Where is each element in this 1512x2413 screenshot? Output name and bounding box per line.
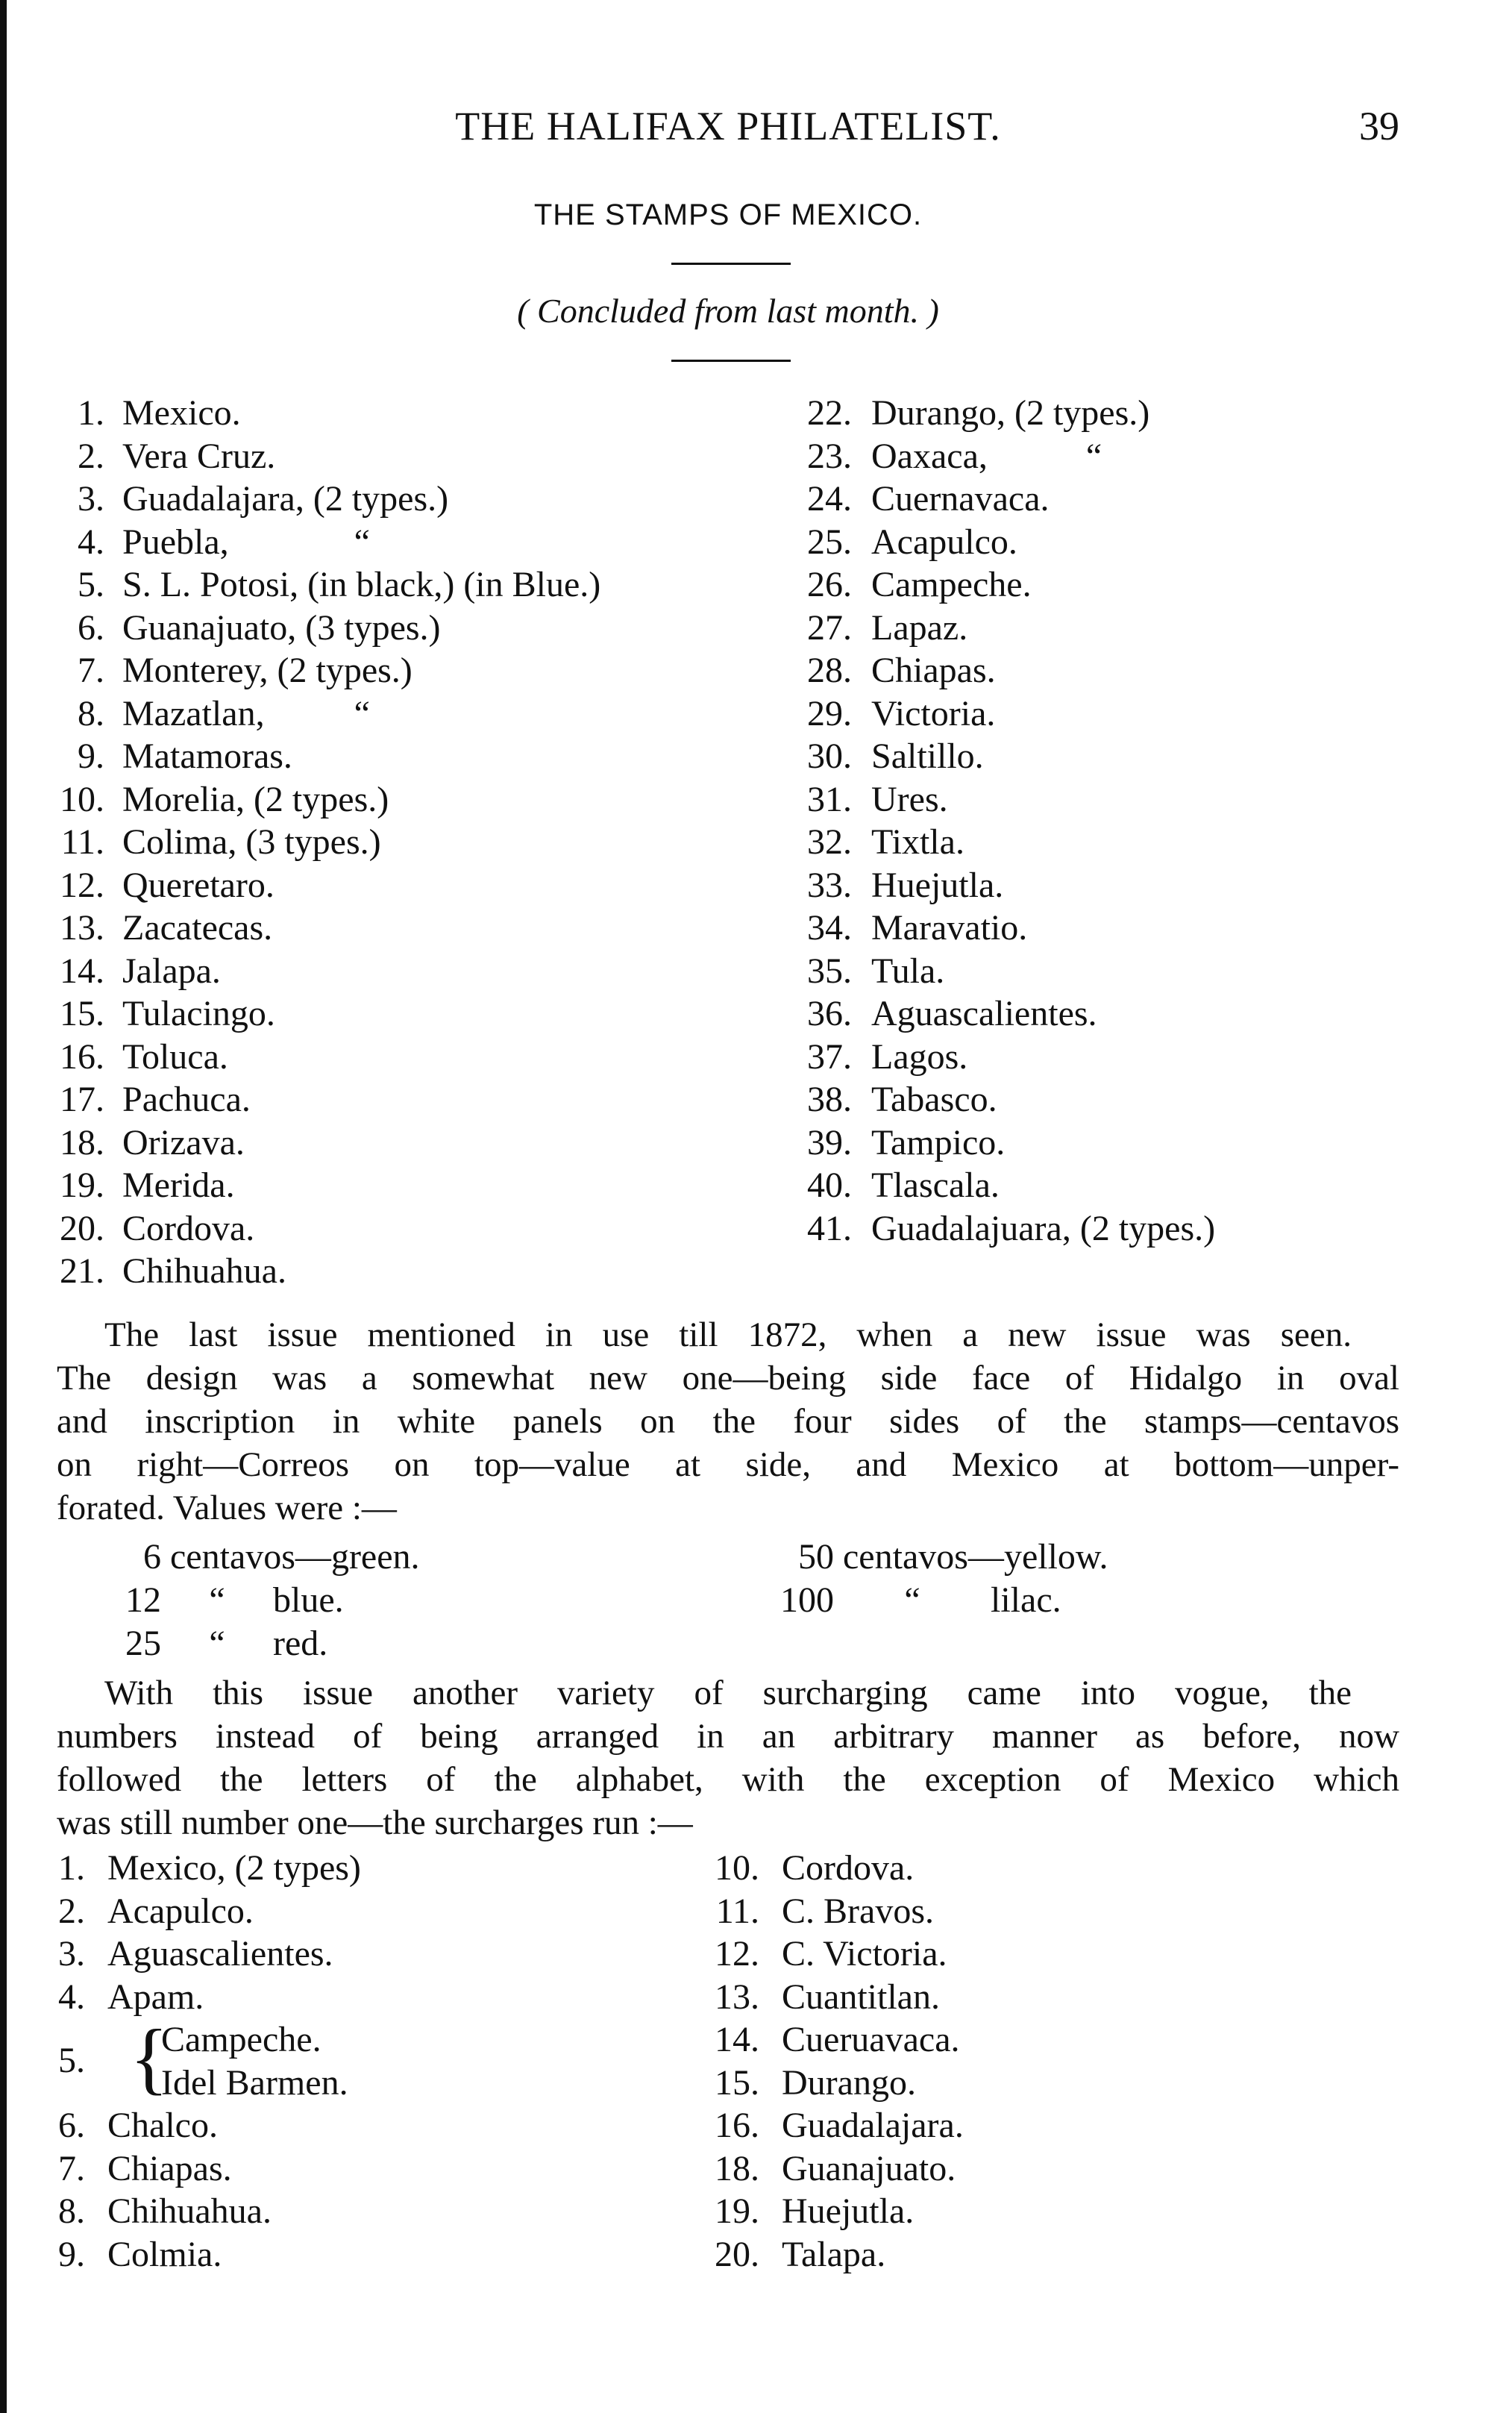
list-item (57, 778, 600, 821)
list-item-number: 20. (715, 2234, 759, 2274)
list-item (57, 649, 600, 692)
list-item-number: 3. (58, 1934, 85, 1974)
list-item-name: Cordova. (782, 1848, 915, 1888)
list-item-name: Aguascalientes. (871, 994, 1097, 1033)
list-item-name: Guadalajara. (782, 2106, 964, 2145)
list-item (57, 992, 600, 1036)
list-item-name: Colima, (3 types.) (122, 822, 381, 862)
list-item (712, 2018, 964, 2062)
value-unit: centavos— (170, 1537, 331, 1577)
brace-glyph: { (130, 2014, 169, 2103)
document-page (57, 0, 1399, 2413)
list-item (57, 1121, 600, 1165)
paragraph-line: The design was a somewhat new one—being side face of Hidalgo in oval (57, 1359, 1399, 1398)
list-item (804, 864, 1215, 907)
list-item (804, 992, 1215, 1036)
list-item-number: 28. (807, 651, 852, 690)
list-item-number: 2. (58, 1891, 85, 1931)
value-amount: 100 (780, 1580, 834, 1620)
list-item-name: Tixtla. (871, 822, 964, 862)
list-item (57, 563, 600, 607)
list-item-name: Huejutla. (782, 2191, 915, 2231)
value-color: blue. (273, 1580, 344, 1620)
list-item-number: 25. (807, 522, 852, 562)
list-item (57, 2190, 361, 2233)
list-item (804, 607, 1215, 650)
list-item-name: Huejutla. (871, 865, 1004, 905)
list-item-name: Tlascala. (871, 1165, 1000, 1205)
list-item-number: 8. (78, 693, 104, 733)
list-item-number: 27. (807, 607, 852, 648)
list-item-number: 40. (807, 1165, 852, 1205)
list-item-number: 24. (807, 479, 852, 519)
list-item-name: Durango, (2 types.) (871, 393, 1150, 433)
list-item-number: 16. (60, 1036, 104, 1077)
subtitle-rule (671, 360, 791, 362)
list-item-name: C. Victoria. (782, 1934, 947, 1974)
list-item-name: Apam. (107, 1977, 204, 2017)
list-item (712, 2104, 964, 2147)
list-item-number: 15. (715, 2062, 759, 2103)
list-item-number: 7. (58, 2148, 85, 2188)
list-item-number: 29. (807, 693, 852, 733)
list-item (57, 1207, 600, 1251)
list-item-name: Guanajuato. (782, 2148, 956, 2188)
value-unit: “ (904, 1580, 920, 1620)
list-item-number: 38. (807, 1080, 852, 1119)
paragraph-line: The last issue mentioned in use till 1872, when a new issue was seen. (104, 1315, 1352, 1354)
value-amount: 12 (125, 1580, 161, 1620)
list-item (57, 2104, 361, 2147)
list-item-name: Tabasco. (871, 1080, 997, 1119)
list-item-name: Mexico. (122, 393, 241, 433)
list-item-number: 32. (807, 822, 852, 862)
list-item (57, 692, 600, 736)
stamp-list-left (57, 392, 600, 1293)
paragraph-line: on right—Correos on top—value at side, and Mexico at bottom—unper- (57, 1445, 1399, 1484)
list-item (57, 607, 600, 650)
article-subtitle: ( Concluded from last month. ) (517, 292, 939, 330)
list-item-number: 9. (78, 736, 104, 776)
list-item-name: Queretaro. (122, 865, 275, 905)
list-item-name: Mazatlan, “ (122, 693, 370, 733)
list-item-name: Puebla, “ (122, 522, 370, 562)
list-item-number: 8. (58, 2191, 85, 2231)
list-item-number: 9. (58, 2234, 85, 2274)
list-item-name: Chalco. (107, 2106, 218, 2145)
list-item-number: 23. (807, 436, 852, 476)
list-item (804, 392, 1215, 435)
paragraph-line: and inscription in white panels on the four sides of the stamps—centavos (57, 1402, 1399, 1441)
title-rule (671, 263, 791, 265)
list-item-name: Cuantitlan. (782, 1977, 940, 2017)
list-item-number: 20. (60, 1208, 104, 1248)
list-item-number: 33. (807, 865, 852, 905)
value-color: lilac. (991, 1580, 1061, 1620)
list-item-name: Durango. (782, 2062, 916, 2103)
list-item-name: Mexico, (2 types) (107, 1848, 361, 1888)
list-item-number: 35. (807, 951, 852, 991)
value-row (789, 1536, 1108, 1579)
list-item (712, 2062, 964, 2105)
list-item-number: 2. (78, 436, 104, 476)
list-item-number: 41. (807, 1208, 852, 1248)
list-item-number: 4. (78, 522, 104, 562)
surcharge-paragraph (57, 1671, 1399, 1844)
list-item (804, 950, 1215, 993)
paragraph-line: followed the letters of the alphabet, with the exception of Mexico which (57, 1760, 1399, 1799)
list-item-name: Guanajuato, (3 types.) (122, 607, 441, 648)
list-item-name: Lapaz. (871, 607, 968, 648)
list-item-name: Cueruavaca. (782, 2020, 960, 2059)
list-item-name: Orizava. (122, 1122, 245, 1162)
list-item (804, 1164, 1215, 1207)
page-header (57, 103, 1399, 155)
list-item-name: Ures. (871, 779, 948, 819)
list-item-name: Jalapa. (122, 951, 221, 991)
list-item (57, 950, 600, 993)
brace-line: Campeche. (161, 2020, 321, 2059)
list-item-number: 22. (807, 393, 852, 433)
list-item-number: 5. (58, 2041, 85, 2080)
list-item-name: Tula. (871, 951, 945, 991)
list-item (57, 864, 600, 907)
list-item-name: Zacatecas. (122, 908, 273, 948)
list-item-name: Chiapas. (871, 651, 996, 690)
list-item-number: 39. (807, 1122, 852, 1162)
list-item (712, 2233, 964, 2276)
list-item (804, 1121, 1215, 1165)
list-item-name: Victoria. (871, 693, 996, 733)
list-item (57, 392, 600, 435)
list-item (57, 735, 600, 778)
list-item-name: Chihuahua. (122, 1251, 286, 1291)
list-item (804, 478, 1215, 521)
list-item (712, 1976, 964, 2019)
list-item-name: Aguascalientes. (107, 1934, 333, 1974)
list-item-name: S. L. Potosi, (in black,) (in Blue.) (122, 565, 601, 604)
list-item (804, 778, 1215, 821)
list-item-name: Talapa. (782, 2234, 886, 2274)
surcharge-list-right (712, 1847, 964, 2276)
list-item-name: Vera Cruz. (122, 436, 276, 476)
value-amount: 6 (143, 1537, 161, 1577)
list-item-name: Guadalajuara, (2 types.) (871, 1208, 1216, 1248)
list-item-number: 16. (715, 2106, 759, 2145)
value-unit: “ (209, 1624, 225, 1663)
list-item (57, 2147, 361, 2191)
list-item-number: 37. (807, 1036, 852, 1077)
list-item-number: 18. (60, 1122, 104, 1162)
list-item-number: 6. (78, 607, 104, 648)
value-row (124, 1622, 327, 1665)
value-color: yellow. (1003, 1537, 1108, 1577)
list-item-number: 12. (715, 1934, 759, 1974)
surcharge-list-left (57, 1847, 361, 2276)
list-item-number: 1. (58, 1848, 85, 1888)
list-item-name: Oaxaca, “ (871, 436, 1102, 476)
list-item (804, 821, 1215, 864)
list-item-number: 34. (807, 908, 852, 948)
list-item (57, 821, 600, 864)
list-item-name: C. Bravos. (782, 1891, 934, 1931)
value-amount: 50 (798, 1537, 834, 1577)
list-item (57, 1890, 361, 1933)
list-item (57, 478, 600, 521)
list-item-number: 21. (60, 1251, 104, 1291)
list-item-number: 11. (60, 822, 104, 862)
list-item (712, 2147, 964, 2191)
list-item (712, 1847, 964, 1890)
list-item-name: Maravatio. (871, 908, 1028, 948)
brace-group (161, 2018, 348, 2104)
list-item (57, 1976, 361, 2019)
list-item-name: Chihuahua. (107, 2191, 272, 2231)
paragraph-line: forated. Values were :— (57, 1489, 397, 1527)
issue-paragraph (57, 1313, 1399, 1530)
list-item-number: 14. (60, 951, 104, 991)
list-item (57, 1847, 361, 1890)
list-item (57, 1250, 600, 1293)
list-item-number: 15. (60, 994, 104, 1033)
list-item (57, 2233, 361, 2276)
list-item-number: 26. (807, 565, 852, 604)
list-item-number: 12. (60, 865, 104, 905)
list-item-number: 7. (78, 651, 104, 690)
list-item (57, 1036, 600, 1079)
list-item-name: Campeche. (871, 565, 1032, 604)
value-row (773, 1579, 1061, 1622)
list-item (712, 1932, 964, 1976)
list-item (804, 435, 1215, 478)
list-item (712, 1890, 964, 1933)
list-item-name: Tulacingo. (122, 994, 275, 1033)
running-head: THE HALIFAX PHILATELIST. (455, 104, 1001, 148)
list-item-number: 3. (78, 479, 104, 519)
stamp-list-right (804, 392, 1215, 1250)
list-item-number: 19. (715, 2191, 759, 2231)
list-item-number: 30. (807, 736, 852, 776)
list-item (57, 435, 600, 478)
list-item (804, 907, 1215, 950)
list-item-name: Matamoras. (122, 736, 292, 776)
list-item-number: 5. (78, 565, 104, 604)
list-item-name: Chiapas. (107, 2148, 232, 2188)
value-unit: centavos— (843, 1537, 1004, 1577)
list-item (57, 1078, 600, 1121)
list-item (57, 1932, 361, 1976)
list-item-number: 14. (715, 2020, 759, 2059)
list-item (57, 1164, 600, 1207)
list-item-name: Morelia, (2 types.) (122, 779, 389, 819)
list-item-name: Merida. (122, 1165, 235, 1205)
article-title: THE STAMPS OF MEXICO. (533, 198, 923, 231)
list-item-number: 13. (715, 1977, 759, 2017)
list-item-number: 19. (60, 1165, 104, 1205)
list-item-number: 6. (58, 2106, 85, 2145)
list-item-number: 1. (78, 393, 104, 433)
list-item-name: Pachuca. (122, 1080, 251, 1119)
list-item-number: 31. (807, 779, 852, 819)
paragraph-line: numbers instead of being arranged in an arbitrary manner as before, now (57, 1717, 1399, 1756)
list-item (57, 907, 600, 950)
list-item-name: Acapulco. (871, 522, 1017, 562)
value-row (124, 1579, 344, 1622)
list-item-number: 17. (60, 1080, 104, 1119)
list-item-number: 10. (60, 779, 104, 819)
list-item-name: Guadalajara, (2 types.) (122, 479, 449, 519)
list-item-number: 11. (715, 1891, 759, 1931)
brace-line: Idel Barmen. (161, 2062, 348, 2103)
value-color: green. (330, 1537, 420, 1577)
list-item (804, 1036, 1215, 1079)
list-item (804, 1207, 1215, 1251)
list-item (712, 2190, 964, 2233)
list-item-name: Lagos. (871, 1036, 968, 1077)
list-item-name: Acapulco. (107, 1891, 254, 1931)
value-unit: “ (209, 1580, 225, 1620)
page-number: 39 (1359, 104, 1399, 148)
list-item-number: 18. (715, 2148, 759, 2188)
list-item (804, 521, 1215, 564)
list-item (57, 521, 600, 564)
list-item (804, 1078, 1215, 1121)
list-item (804, 563, 1215, 607)
list-item (804, 649, 1215, 692)
paragraph-line: With this issue another variety of surcharging came into vogue, the (104, 1674, 1352, 1712)
list-item-name: Cordova. (122, 1208, 255, 1248)
list-item-name: Monterey, (2 types.) (122, 651, 412, 690)
list-item-number: 36. (807, 994, 852, 1033)
paragraph-line: was still number one—the surcharges run :— (57, 1803, 693, 1842)
list-item-number: 13. (60, 908, 104, 948)
list-item (804, 692, 1215, 736)
list-item (57, 2014, 361, 2104)
list-item-number: 4. (58, 1977, 85, 2017)
list-item-name: Tampico. (871, 1122, 1006, 1162)
value-amount: 25 (125, 1624, 161, 1663)
list-item-name: Cuernavaca. (871, 479, 1050, 519)
value-color: red. (273, 1624, 328, 1663)
list-item-name: Toluca. (122, 1036, 228, 1077)
page-binding-edge (0, 0, 7, 2413)
list-item (804, 735, 1215, 778)
list-item-number: 10. (715, 1848, 759, 1888)
list-item-name: Colmia. (107, 2234, 222, 2274)
list-item-name: Saltillo. (871, 736, 984, 776)
value-row (131, 1536, 420, 1579)
